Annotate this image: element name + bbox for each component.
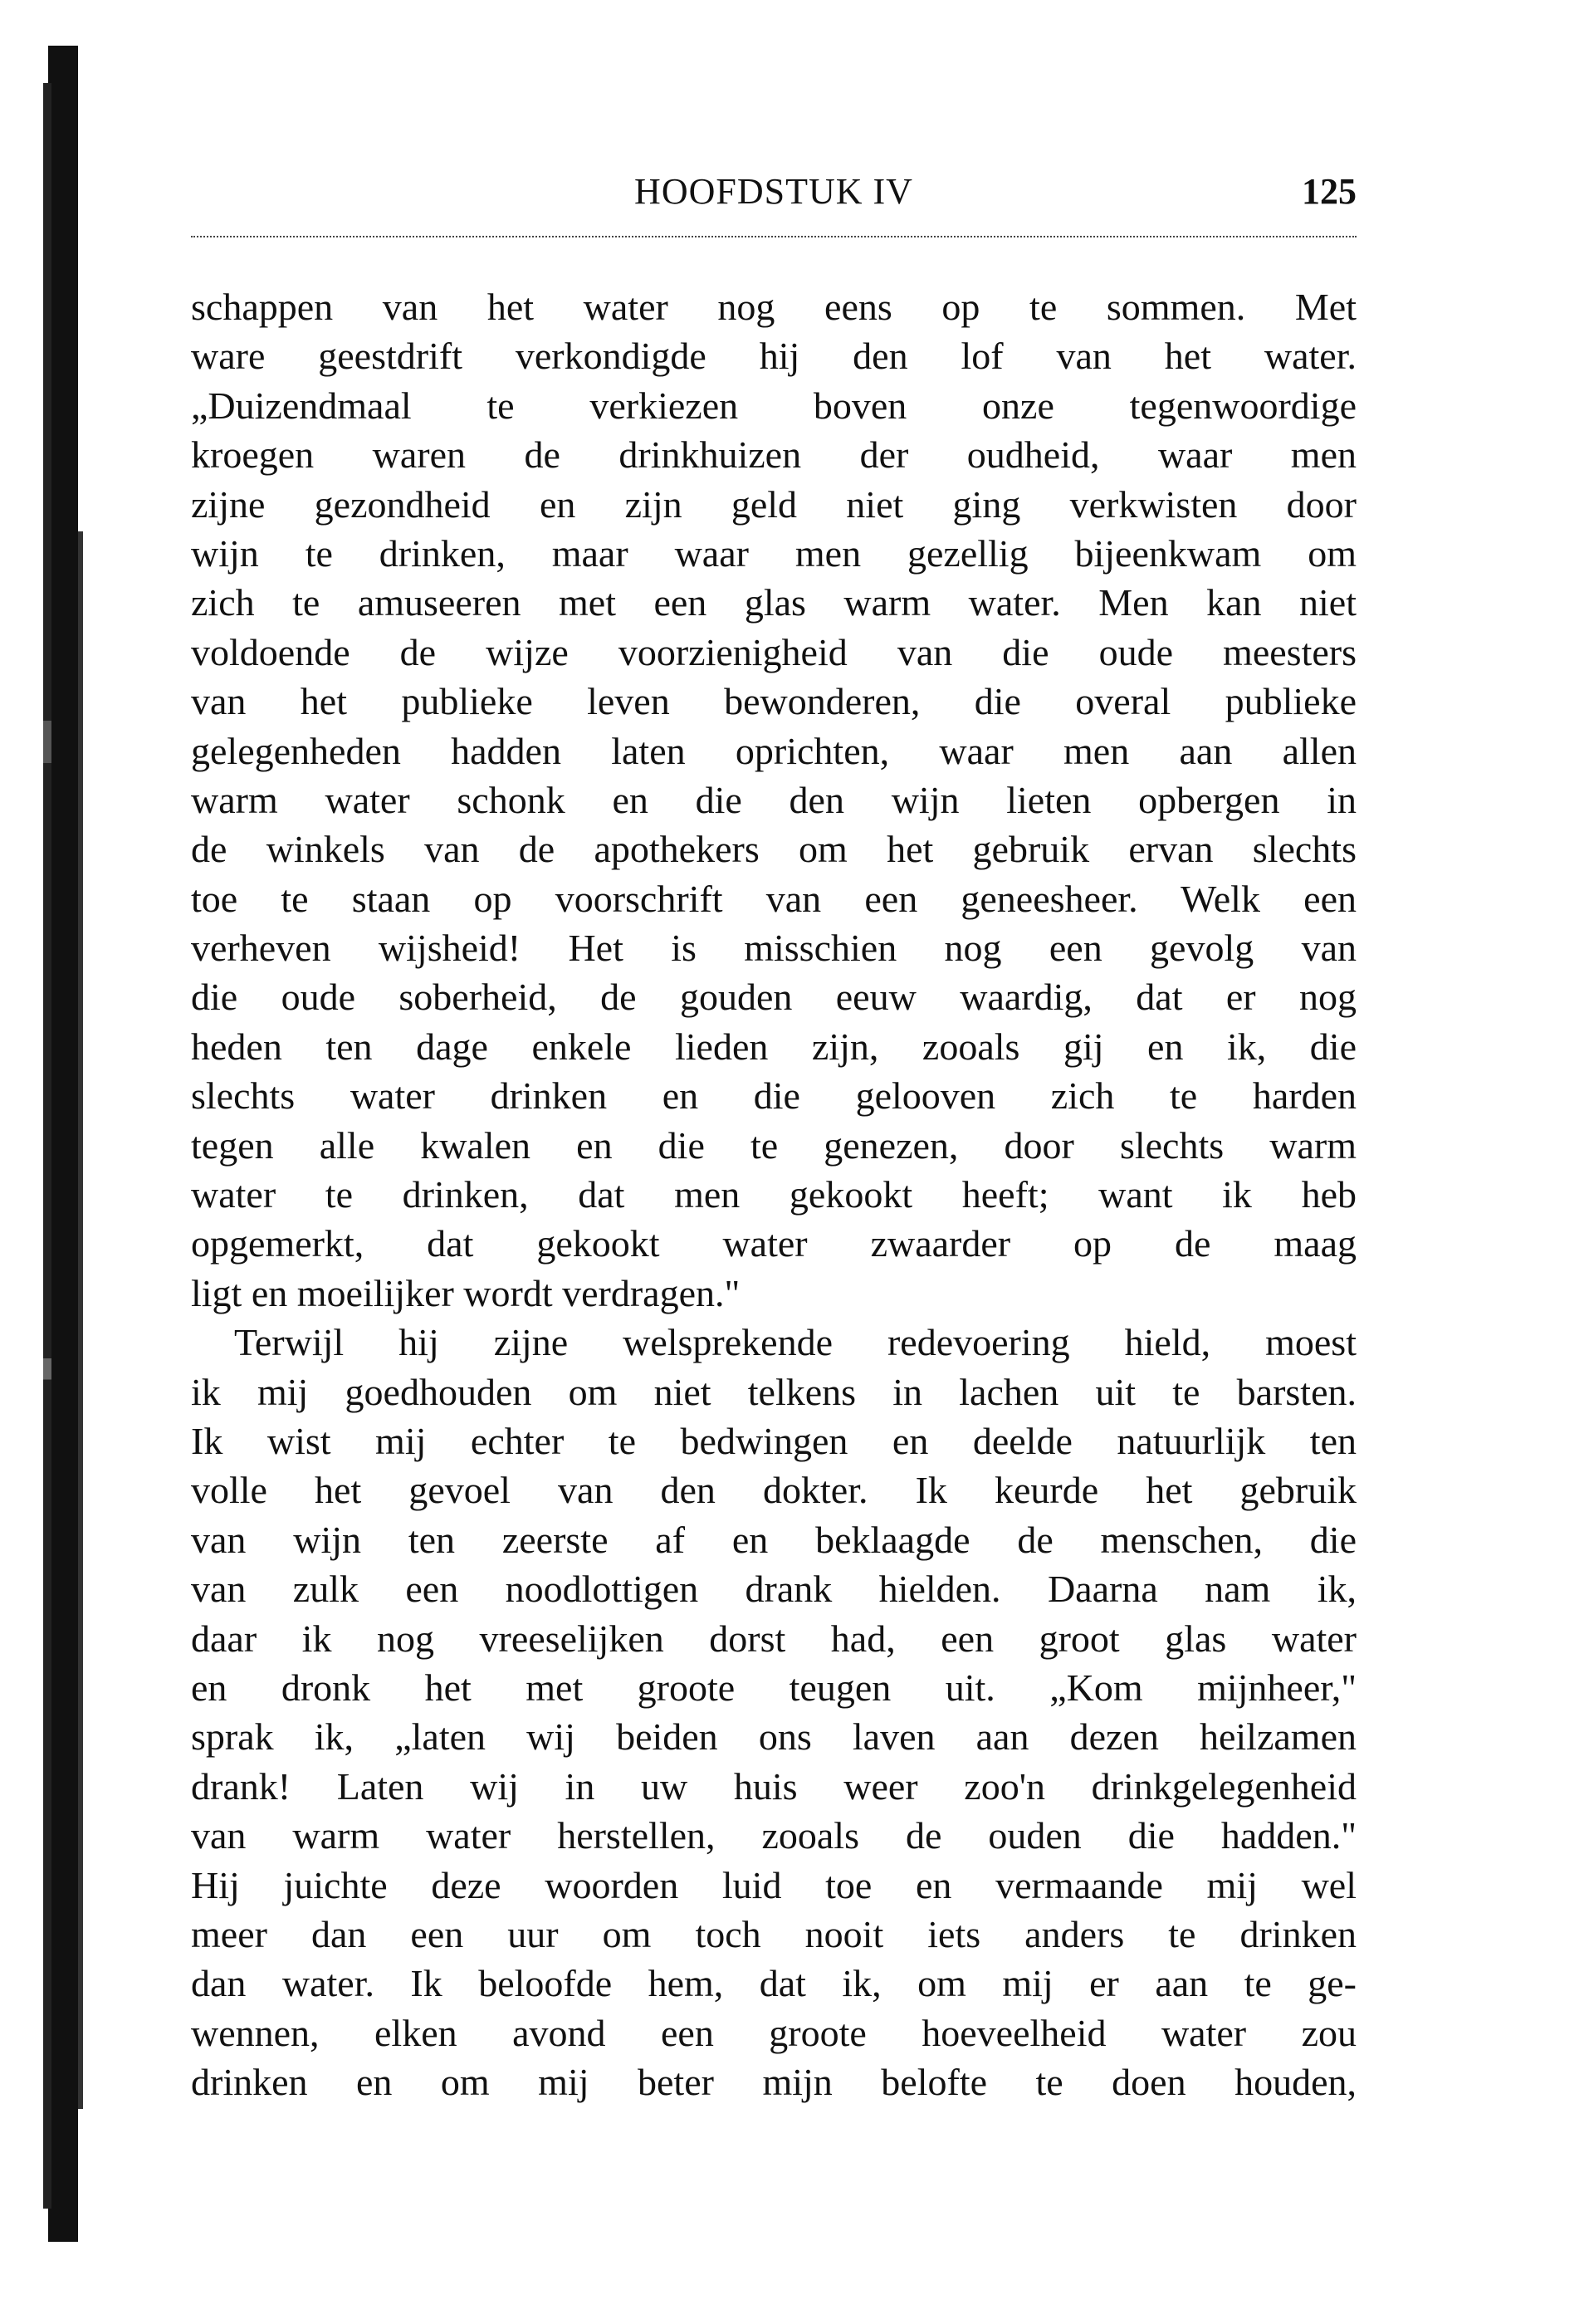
- text-line: gelegenheden hadden laten oprichten, waar men aan allen: [191, 729, 1357, 772]
- body-text: [191, 282, 1357, 2106]
- text-line: slechts water drinken en die gelooven zich te harden: [191, 1074, 1357, 1118]
- text-line: verheven wijsheid! Het is misschien nog een gevolg van: [191, 927, 1357, 970]
- text-line: ware geestdrift verkondigde hij den lof van het water.: [191, 335, 1357, 378]
- scan-binding-edge-shadow: [43, 83, 51, 2209]
- text-line: wennen, elken avond een groote hoeveelheid water zou: [191, 2011, 1357, 2054]
- text-line: daar ik nog vreeselijken dorst had, een groot glas water: [191, 1617, 1357, 1660]
- text-line: sprak ik, „laten wij beiden ons laven aan dezen heilzamen: [191, 1715, 1357, 1759]
- text-line: van wijn ten zeerste af en beklaagde de menschen, die: [191, 1518, 1357, 1561]
- text-line: zich te amuseeren met een glas warm water. Men kan niet: [191, 581, 1357, 624]
- text-line: schappen van het water nog eens op te sommen. Met: [191, 286, 1357, 328]
- scan-binding-edge-shadow: [78, 531, 83, 2109]
- text-line: de winkels van de apothekers om het gebruik ervan slechts: [191, 828, 1357, 871]
- text-line: warm water schonk en die den wijn lieten opbergen in: [191, 778, 1357, 821]
- text-line: meer dan een uur om toch nooit iets anders te drinken: [191, 1912, 1357, 1955]
- text-line: ligt en moeilijker wordt verdragen.": [191, 1271, 741, 1314]
- text-line: Ik wist mij echter te bedwingen en deelde natuurlijk ten: [191, 1419, 1357, 1462]
- text-line: Terwijl hij zijne welsprekende redevoering hield, moest: [234, 1321, 1357, 1364]
- text-line: water te drinken, dat men gekookt heeft; want ik heb: [191, 1173, 1357, 1216]
- text-line: „Duizendmaal te verkiezen boven onze tegenwoordige: [191, 384, 1357, 427]
- text-line: opgemerkt, dat gekookt water zwaarder op de maag: [191, 1222, 1357, 1265]
- text-line: van warm water herstellen, zooals de ouden die hadden.": [191, 1814, 1357, 1857]
- text-line: kroegen waren de drinkhuizen der oudheid, waar men: [191, 433, 1357, 477]
- header-dotted-rule: [191, 236, 1357, 237]
- chapter-title: HOOFDSTUK IV: [634, 171, 913, 212]
- text-line: die oude soberheid, de gouden eeuw waardig, dat er nog: [191, 976, 1357, 1019]
- text-line: en dronk het met groote teugen uit. „Kom mijnheer,": [191, 1666, 1357, 1709]
- text-line: voldoende de wijze voorzienigheid van die oude meesters: [191, 630, 1357, 673]
- text-line: drank! Laten wij in uw huis weer zoo'n drinkgelegenheid: [191, 1764, 1357, 1808]
- page-number: 125: [1302, 171, 1357, 212]
- text-line: dan water. Ik beloofde hem, dat ik, om mij er aan te ge-: [191, 1962, 1357, 2005]
- text-line: ik mij goedhouden om niet telkens in lachen uit te barsten.: [191, 1370, 1357, 1413]
- text-line: heden ten dage enkele lieden zijn, zooals gij en ik, die: [191, 1025, 1357, 1068]
- scan-binding-edge: [48, 46, 78, 2242]
- text-line: van zulk een noodlottigen drank hielden. Daarna nam ik,: [191, 1568, 1357, 1611]
- text-line: wijn te drinken, maar waar men gezellig bijeenkwam om: [191, 531, 1357, 575]
- text-line: van het publieke leven bewonderen, die overal publieke: [191, 680, 1357, 723]
- text-line: toe te staan op voorschrift van een geneesheer. Welk een: [191, 877, 1357, 920]
- text-line: drinken en om mij beter mijn belofte te doen houden,: [191, 2061, 1357, 2104]
- text-line: tegen alle kwalen en die te genezen, door slechts warm: [191, 1123, 1357, 1167]
- text-line: Hij juichte deze woorden luid toe en vermaande mij wel: [191, 1863, 1357, 1906]
- text-line: zijne gezondheid en zijn geld niet ging verkwisten door: [191, 482, 1357, 526]
- text-line: volle het gevoel van den dokter. Ik keurde het gebruik: [191, 1469, 1357, 1512]
- running-head: [191, 170, 1357, 220]
